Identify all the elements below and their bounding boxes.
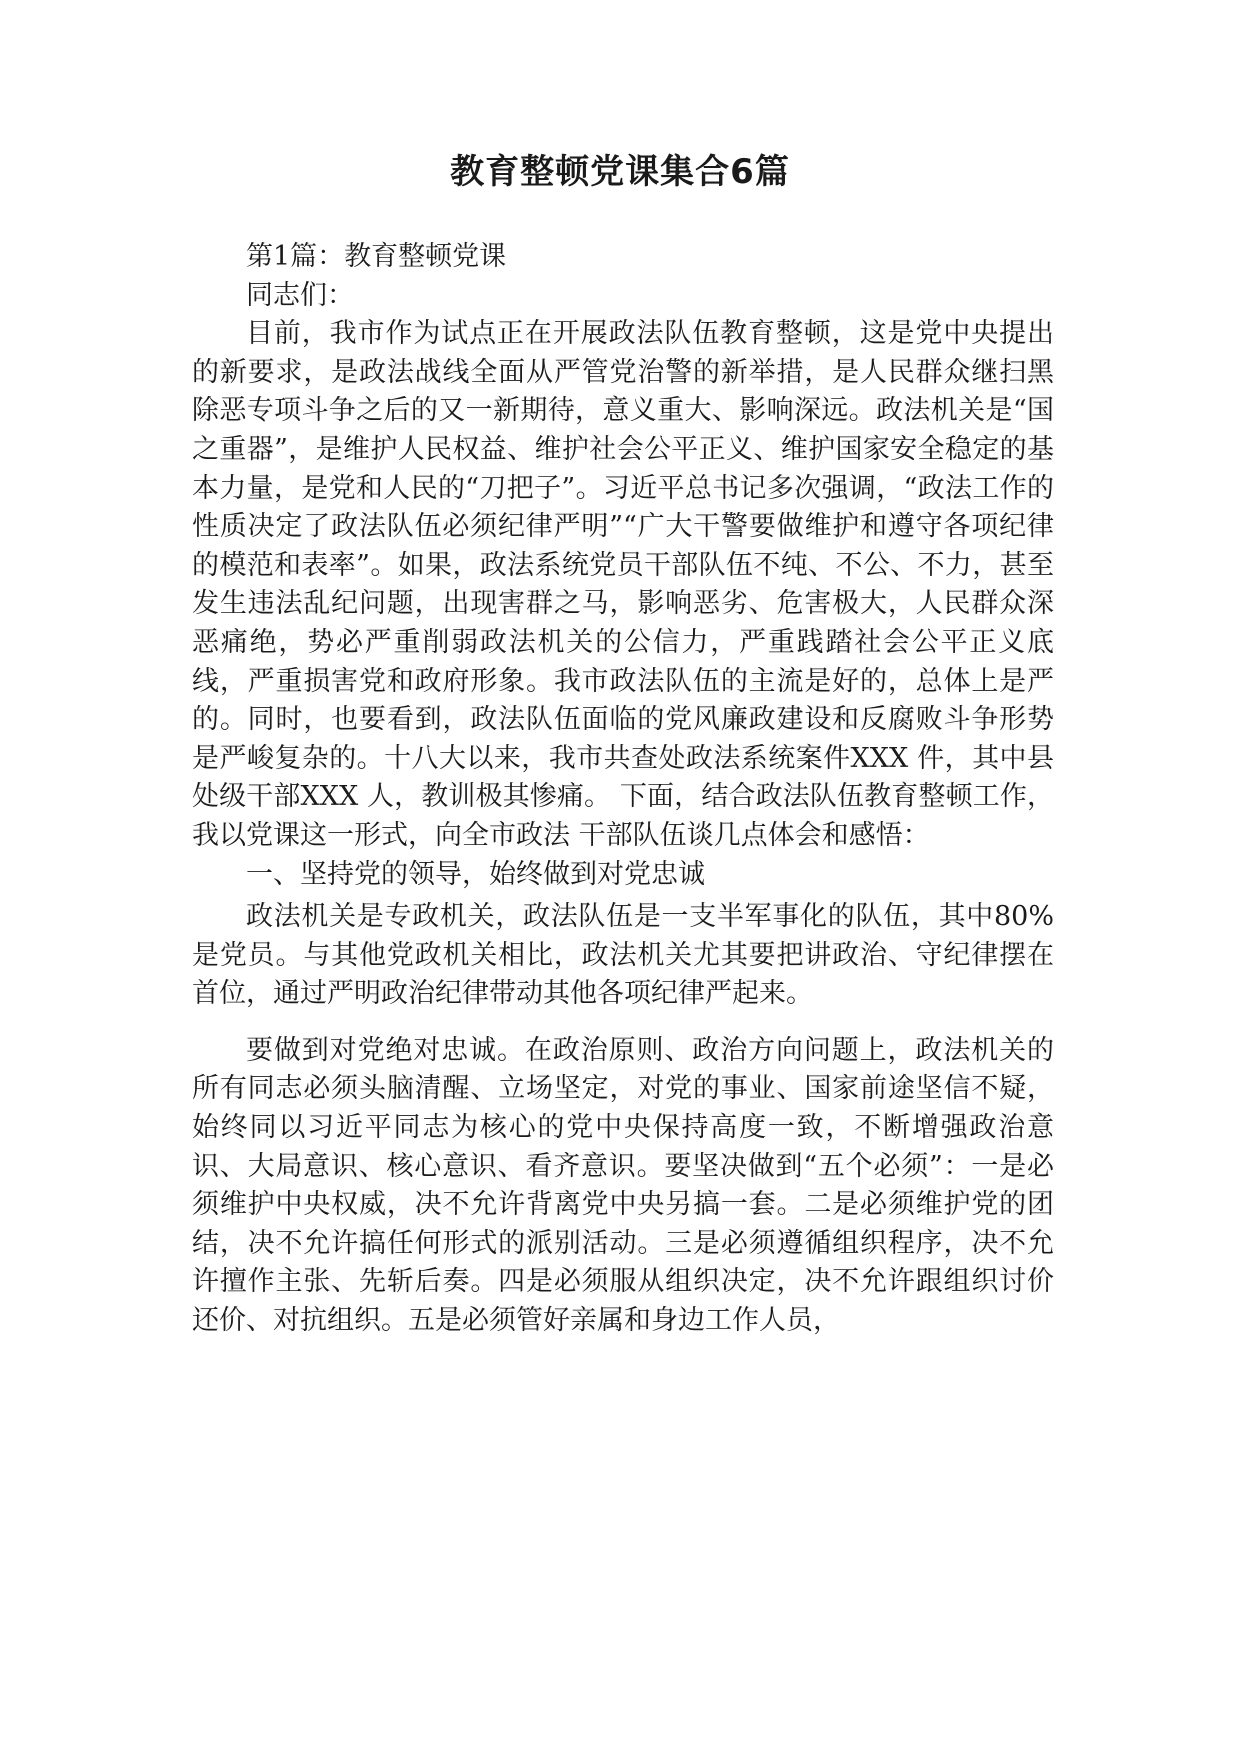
salutation: 同志们： (246, 279, 354, 311)
section-label: 第1篇：教育整顿党课 (246, 241, 507, 272)
document-body (192, 238, 1054, 1341)
section-heading: 一、坚持党的领导，始终做到对党忠诚 (246, 858, 705, 890)
page-title: 教育整顿党课集合6篇 (450, 152, 790, 192)
body-paragraph: 政法机关是专政机关，政法队伍是一支半军事化的队伍，其中80%是党员。与其他党政机关相比，政法机关尤其要把讲政治、守纪律摆在首位，通过严明政治纪律带动其他各项纪律严起来。 (192, 901, 1054, 1010)
intro-paragraph: 目前，我市作为试点正在开展政法队伍教育整顿，这是党中央提出的新要求，是政法战线全面从严管党治警的新举措，是人民群众继扫黑除恶专项斗争之后的又一新期待，意义重大、影响深远。政法机关是“国之重器”，是维护人民权益、维护社会公平正义、维护国家安全稳定的基本力量，是党和人民的“刀把子”。习近平总书记多次强调，“政法工作的性质决定了政法队伍必须纪律严明”“广大干警要做维护和遵守各项纪律的模范和表率”。如果，政法系统党员干部队伍不纯、不公、不力，甚至发生违法乱纪问题，出现害群之马，影响恶劣、危害极大，人民群众深恶痛绝，势必严重削弱政法机关的公信力，严重践踏社会公平正义底线，严重损害党和政府形象。我市政法队伍的主流是好的，总体上是严的。同时，也要看到，政法队伍面临的党风廉政建设和反腐败斗争形势是严峻复杂的。十八大以来，我市共查处政法系统案件XXX 件，其中县处级干部XXX 人，教训极其惨痛。 下面，结合政法队伍教育整顿工作，我以党课这一形式，向全市政法 干部队伍谈几点体会和感悟： (192, 318, 1054, 851)
body-paragraph: 要做到对党绝对忠诚。在政治原则、政治方向问题上，政法机关的所有同志必须头脑清醒、立场坚定，对党的事业、国家前途坚信不疑，始终同以习近平同志为核心的党中央保持高度一致，不断增强政治意识、大局意识、核心意识、看齐意识。要坚决做到“五个必须”：一是必须维护中央权威，决不允许背离党中央另搞一套。二是必须维护党的团结，决不允许搞任何形式的派别活动。三是必须遵循组织程序，决不允许擅作主张、先斩后奏。四是必须服从组织决定，决不允许跟组织讨价还价、对抗组织。五是必须管好亲属和身边工作人员， (192, 1034, 1054, 1337)
